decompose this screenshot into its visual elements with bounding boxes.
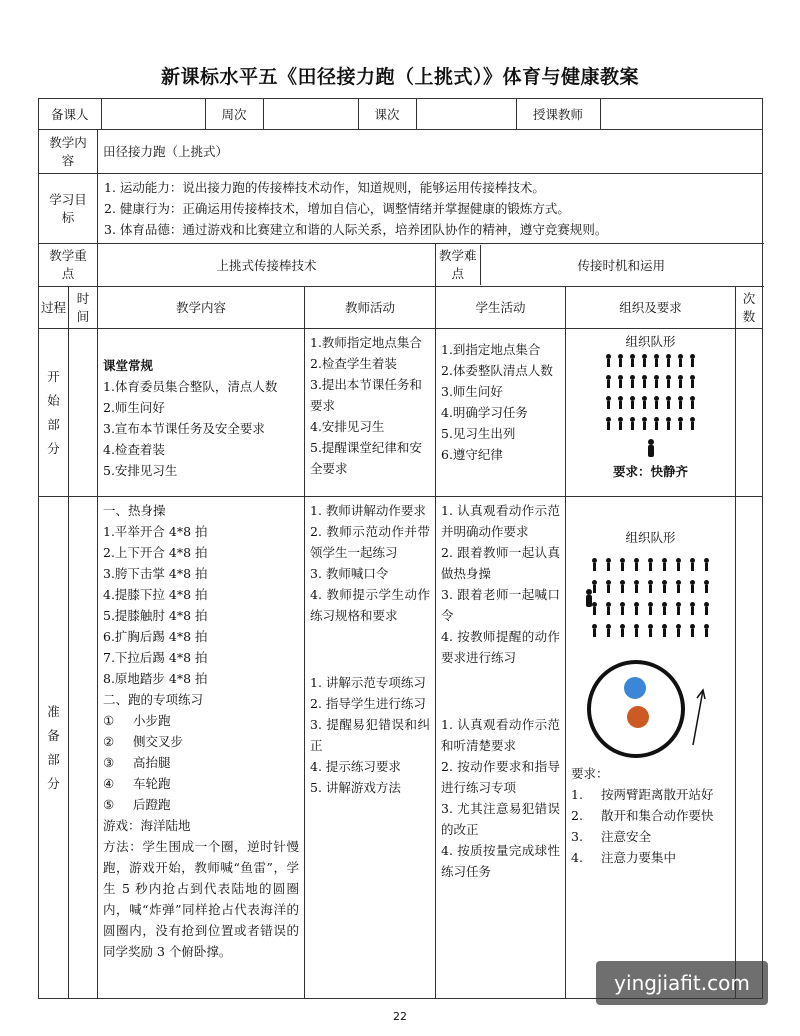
start-teacher-item: 1.教师指定地点集合 bbox=[310, 335, 422, 350]
lesson-value[interactable] bbox=[416, 99, 516, 129]
prep-teacher-item: 4. 教师提示学生动作练习规格和要求 bbox=[310, 587, 430, 623]
student-figure-icon bbox=[634, 580, 639, 593]
student-figure-icon bbox=[678, 396, 683, 409]
col-time: 时间 bbox=[69, 287, 98, 329]
start-teacher-activity bbox=[305, 329, 436, 497]
student-figure-icon bbox=[642, 375, 647, 388]
teacher-figure-icon bbox=[585, 589, 593, 607]
start-student-item: 1.到指定地点集合 bbox=[441, 342, 541, 357]
header-info-row bbox=[39, 99, 763, 129]
student-figure-icon bbox=[666, 417, 671, 430]
student-figure-icon bbox=[662, 602, 667, 615]
student-figure-icon bbox=[618, 354, 623, 367]
prep-person-value[interactable] bbox=[101, 99, 205, 129]
prep-teacher-item: 3. 教师喊口令 bbox=[310, 566, 389, 581]
sea-circle-marker bbox=[627, 706, 649, 728]
student-figure-icon bbox=[648, 580, 653, 593]
prep-req-item bbox=[571, 805, 730, 826]
start-content-item: 4.检查着装 bbox=[103, 442, 165, 457]
teacher-figure-icon bbox=[647, 439, 655, 457]
start-content bbox=[98, 329, 305, 497]
student-figure-icon bbox=[704, 602, 709, 615]
student-figure-icon bbox=[690, 624, 695, 637]
difficulty-value: 传接时机和运用 bbox=[577, 257, 666, 273]
student-figure-icon bbox=[704, 624, 709, 637]
prep-teacher-item: 2. 教师示范动作并带领学生一起练习 bbox=[310, 524, 430, 560]
student-figure-icon bbox=[606, 354, 611, 367]
prep-student-item: 4. 按教师提醒的动作要求进行练习 bbox=[441, 629, 560, 665]
student-figure-icon bbox=[630, 354, 635, 367]
prep-student-item: 1. 认真观看动作示范和听清楚要求 bbox=[441, 717, 560, 753]
student-figure-icon bbox=[678, 375, 683, 388]
prep-teacher-item: 5. 讲解游戏方法 bbox=[310, 780, 401, 795]
prep-phase-label: 准备部分 bbox=[39, 497, 69, 999]
student-figure-icon bbox=[606, 396, 611, 409]
drill-text: 高抬腿 bbox=[133, 755, 171, 770]
warmup-item: 1.平举开合 4*8 拍 bbox=[103, 524, 208, 539]
student-figure-icon bbox=[642, 417, 647, 430]
start-count-cell[interactable] bbox=[736, 329, 763, 497]
prep-teacher-item: 1. 讲解示范专项练习 bbox=[310, 675, 426, 690]
prep-student-item: 2. 按动作要求和指导进行练习专项 bbox=[441, 759, 560, 795]
req-text: 注意安全 bbox=[601, 829, 652, 844]
prep-org-title: 组织队形 bbox=[625, 530, 676, 545]
student-figure-icon bbox=[630, 417, 635, 430]
prep-content bbox=[98, 497, 305, 999]
student-figure-icon bbox=[662, 624, 667, 637]
student-figure-icon bbox=[690, 558, 695, 571]
req-number: 2. bbox=[571, 808, 583, 823]
drill-item bbox=[103, 794, 299, 815]
start-student-item: 5.见习生出列 bbox=[441, 426, 516, 441]
page-title: 新课标水平五《田径接力跑（上挑式）》体育与健康教案 bbox=[160, 66, 639, 88]
prep-req-item bbox=[571, 847, 730, 868]
prep-student-item: 2. 跟着教师一起认真做热身操 bbox=[441, 545, 560, 581]
prep-req-title: 要求： bbox=[571, 766, 609, 781]
col-org: 组织及要求 bbox=[566, 287, 736, 329]
col-student: 学生活动 bbox=[436, 287, 566, 329]
start-teacher-item: 4.安排见习生 bbox=[310, 419, 385, 434]
page-number: 22 bbox=[393, 1010, 407, 1023]
prep-formation-diagram bbox=[571, 558, 730, 637]
goal-item: 1. 运动能力：说出接力跑的传接棒技术动作，知道规则，能够运用传接棒技术。 bbox=[104, 180, 545, 195]
goals-label: 学习目标 bbox=[39, 174, 98, 244]
prep-student-item: 3. 尤其注意易犯错误的改正 bbox=[441, 801, 560, 837]
start-org-title: 组织队形 bbox=[625, 334, 676, 349]
drill-item bbox=[103, 752, 299, 773]
prep-req-item bbox=[571, 826, 730, 847]
prep-student-activity bbox=[436, 497, 566, 999]
difficulty-label: 教学难点 bbox=[436, 245, 480, 285]
student-figure-icon bbox=[592, 558, 597, 571]
student-figure-icon bbox=[654, 396, 659, 409]
game-method: 方法：学生围成一个圈，逆时针慢跑，游戏开始，教师喊“鱼雷”，学生 5 秒内抢占到代表陆地的圆圈内，喊“炸弹”同样抢占代表海洋的圆圈内，没有抢到位置或者错误的同学奖励 3 个俯卧撑。 bbox=[103, 839, 299, 959]
student-figure-icon bbox=[654, 354, 659, 367]
student-figure-icon bbox=[690, 375, 695, 388]
prep-req-item bbox=[571, 784, 730, 805]
student-figure-icon bbox=[690, 417, 695, 430]
game-circle-diagram bbox=[571, 655, 731, 763]
start-content-item: 1.体育委员集合整队，清点人数 bbox=[103, 379, 278, 394]
student-figure-icon bbox=[690, 602, 695, 615]
prep-student-item: 4. 按质按量完成球性练习任务 bbox=[441, 843, 560, 879]
student-figure-icon bbox=[634, 602, 639, 615]
student-figure-icon bbox=[676, 580, 681, 593]
student-figure-icon bbox=[654, 375, 659, 388]
warmup-item: 5.提膝触肘 4*8 拍 bbox=[103, 608, 208, 623]
drill-text: 侧交叉步 bbox=[133, 734, 184, 749]
student-figure-icon bbox=[654, 417, 659, 430]
student-figure-icon bbox=[630, 396, 635, 409]
student-figure-icon bbox=[634, 624, 639, 637]
start-teacher-item: 2.检查学生着装 bbox=[310, 356, 397, 371]
start-student-activity bbox=[436, 329, 566, 497]
start-content-item: 3.宣布本节课任务及安全要求 bbox=[103, 421, 265, 436]
prep-teacher-item: 4. 提示练习要求 bbox=[310, 759, 401, 774]
teacher-label: 授课教师 bbox=[516, 99, 600, 129]
key-point-value: 上挑式传接棒技术 bbox=[98, 244, 436, 287]
req-number: 4. bbox=[571, 850, 583, 865]
student-figure-icon bbox=[634, 558, 639, 571]
prep-teacher-item: 3. 提醒易犯错误和纠正 bbox=[310, 717, 430, 753]
lesson-label: 课次 bbox=[358, 99, 416, 129]
drill-title: 二、跑的专项练习 bbox=[103, 692, 204, 707]
drill-number: ⑤ bbox=[103, 797, 115, 812]
drill-item bbox=[103, 731, 299, 752]
start-student-item: 4.明确学习任务 bbox=[441, 405, 528, 420]
student-figure-icon bbox=[620, 624, 625, 637]
start-student-item: 2.体委整队清点人数 bbox=[441, 363, 553, 378]
drill-number: ① bbox=[103, 713, 115, 728]
student-figure-icon bbox=[620, 602, 625, 615]
student-figure-icon bbox=[678, 354, 683, 367]
prep-teacher-item: 1. 教师讲解动作要求 bbox=[310, 503, 426, 518]
start-content-item: 2.师生问好 bbox=[103, 400, 165, 415]
student-figure-icon bbox=[618, 396, 623, 409]
key-point-label: 教学重点 bbox=[39, 244, 98, 287]
student-figure-icon bbox=[666, 354, 671, 367]
prep-student-item: 3. 跟着老师一起喊口令 bbox=[441, 587, 560, 623]
student-figure-icon bbox=[642, 354, 647, 367]
drill-number: ④ bbox=[103, 776, 115, 791]
student-figure-icon bbox=[606, 558, 611, 571]
col-content: 教学内容 bbox=[98, 287, 305, 329]
warmup-item: 7.下拉后踢 4*8 拍 bbox=[103, 650, 208, 665]
prep-count-cell[interactable] bbox=[736, 497, 763, 999]
warmup-item: 2.上下开合 4*8 拍 bbox=[103, 545, 208, 560]
goals-list bbox=[98, 174, 763, 244]
req-text: 按两臂距离散开站好 bbox=[601, 787, 714, 802]
drill-item bbox=[103, 710, 299, 731]
prep-time-cell[interactable] bbox=[69, 497, 98, 999]
student-figure-icon bbox=[666, 375, 671, 388]
start-organization bbox=[566, 329, 736, 497]
student-figure-icon bbox=[606, 375, 611, 388]
student-figure-icon bbox=[704, 580, 709, 593]
student-figure-icon bbox=[606, 624, 611, 637]
drill-number: ③ bbox=[103, 755, 115, 770]
prep-teacher-activity bbox=[305, 497, 436, 999]
drill-item bbox=[103, 773, 299, 794]
game-line: 游戏：海洋陆地 bbox=[103, 818, 191, 833]
goal-item: 3. 体育品德：通过游戏和比赛建立和谐的人际关系，培养团队协作的精神，遵守竞赛规则。 bbox=[104, 222, 608, 237]
student-figure-icon bbox=[676, 602, 681, 615]
col-process: 过程 bbox=[39, 287, 69, 329]
week-value[interactable] bbox=[263, 99, 358, 129]
goal-item: 2. 健康行为：正确运用传接棒技术，增加自信心，调整情绪并掌握健康的锻炼方式。 bbox=[104, 201, 570, 216]
student-figure-icon bbox=[662, 580, 667, 593]
student-figure-icon bbox=[618, 375, 623, 388]
warmup-item: 4.提膝下拉 4*8 拍 bbox=[103, 587, 208, 602]
col-teacher: 教师活动 bbox=[305, 287, 436, 329]
drill-text: 后蹬跑 bbox=[133, 797, 171, 812]
student-figure-icon bbox=[620, 580, 625, 593]
start-time-cell[interactable] bbox=[69, 329, 98, 497]
student-figure-icon bbox=[618, 417, 623, 430]
content-value: 田径接力跑（上挑式） bbox=[98, 130, 763, 174]
student-figure-icon bbox=[606, 417, 611, 430]
warmup-item: 6.扩胸后踢 4*8 拍 bbox=[103, 629, 208, 644]
start-content-title: 课堂常规 bbox=[103, 358, 154, 373]
student-figure-icon bbox=[648, 558, 653, 571]
drill-text: 车轮跑 bbox=[133, 776, 171, 791]
student-figure-icon bbox=[606, 580, 611, 593]
student-figure-icon bbox=[704, 558, 709, 571]
week-label: 周次 bbox=[205, 99, 263, 129]
req-text: 散开和集合动作要快 bbox=[601, 808, 714, 823]
start-teacher-item: 5.提醒课堂纪律和安全要求 bbox=[310, 440, 422, 476]
student-figure-icon bbox=[690, 354, 695, 367]
prep-student-item: 1. 认真观看动作示范并明确动作要求 bbox=[441, 503, 560, 539]
direction-arrow-icon bbox=[693, 690, 703, 745]
warmup-title: 一、热身操 bbox=[103, 503, 166, 518]
start-formation-diagram bbox=[571, 354, 730, 430]
start-student-item: 6.遵守纪律 bbox=[441, 447, 503, 462]
student-figure-icon bbox=[642, 396, 647, 409]
watermark: yingjiafit.com bbox=[596, 961, 768, 1005]
lesson-plan-table bbox=[38, 98, 763, 999]
prep-organization bbox=[566, 497, 736, 999]
land-circle-marker bbox=[624, 677, 646, 699]
start-phase-label: 开始部分 bbox=[39, 329, 69, 497]
col-count: 次数 bbox=[736, 287, 763, 329]
prep-person-label: 备课人 bbox=[39, 99, 101, 129]
req-text: 注意力要集中 bbox=[601, 850, 677, 865]
student-figure-icon bbox=[630, 375, 635, 388]
warmup-item: 8.原地踏步 4*8 拍 bbox=[103, 671, 208, 686]
drill-text: 小步跑 bbox=[133, 713, 171, 728]
student-figure-icon bbox=[648, 602, 653, 615]
req-number: 1. bbox=[571, 787, 583, 802]
student-figure-icon bbox=[676, 558, 681, 571]
warmup-item: 3.胯下击掌 4*8 拍 bbox=[103, 566, 208, 581]
student-figure-icon bbox=[690, 580, 695, 593]
drill-number: ② bbox=[103, 734, 115, 749]
student-figure-icon bbox=[678, 417, 683, 430]
student-figure-icon bbox=[620, 558, 625, 571]
student-figure-icon bbox=[690, 396, 695, 409]
student-figure-icon bbox=[606, 602, 611, 615]
student-figure-icon bbox=[648, 624, 653, 637]
student-figure-icon bbox=[662, 558, 667, 571]
start-content-item: 5.安排见习生 bbox=[103, 463, 178, 478]
start-teacher-item: 3.提出本节课任务和要求 bbox=[310, 377, 422, 413]
prep-teacher-item: 2. 指导学生进行练习 bbox=[310, 696, 426, 711]
student-figure-icon bbox=[676, 624, 681, 637]
req-number: 3. bbox=[571, 829, 583, 844]
student-figure-icon bbox=[592, 624, 597, 637]
start-org-requirement: 要求：快静齐 bbox=[612, 464, 688, 479]
student-figure-icon bbox=[666, 396, 671, 409]
start-student-item: 3.师生问好 bbox=[441, 384, 503, 399]
teacher-value[interactable] bbox=[600, 99, 763, 129]
content-label: 教学内容 bbox=[39, 130, 98, 174]
